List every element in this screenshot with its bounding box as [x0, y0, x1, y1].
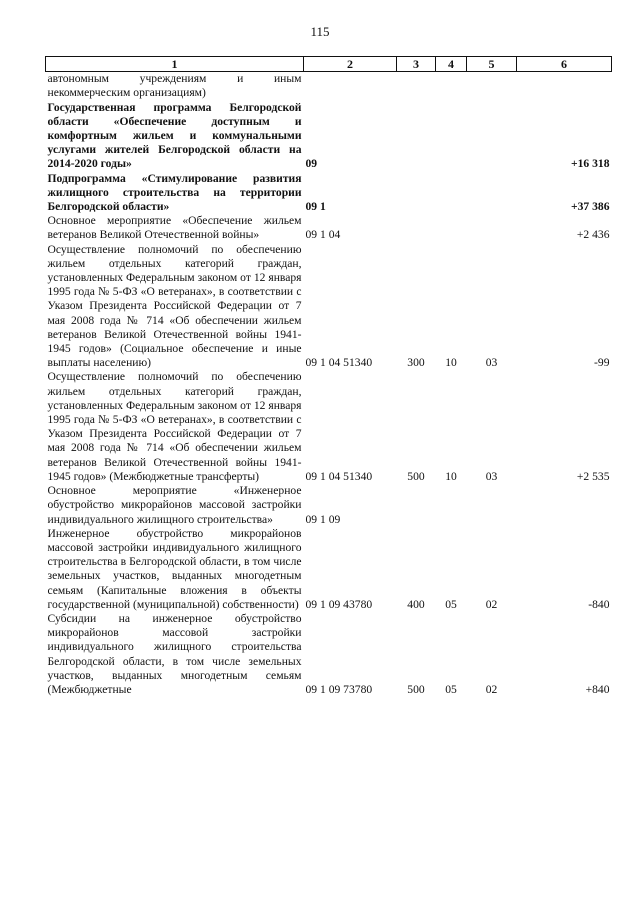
row-vr	[397, 172, 436, 215]
row-vr	[397, 101, 436, 172]
header-col-6: 6	[517, 57, 612, 72]
row-code	[304, 72, 397, 101]
row-description: Осуществление полномочий по обеспечению жильем отдельных категорий граждан, установленных Федеральным законом от 12 января 1995 года № 5-ФЗ «О ветеранах», в соответствии с Указом Президента Российской Федерации от 7 мая 2008 года № 714 «Об обеспечении жильем ветеранов Великой Отечественной войны 1941-1945 годов» (Межбюджетные трансферты)	[47, 370, 302, 483]
row-code: 09	[305, 157, 318, 171]
row-rz	[436, 172, 467, 215]
row-rz: 10	[445, 356, 457, 370]
row-pr	[467, 172, 517, 215]
table-row	[46, 527, 612, 612]
row-code: 09 1 09 43780	[305, 597, 373, 611]
row-code: 09 1	[305, 200, 326, 214]
row-vr: 500	[407, 469, 425, 483]
header-col-4: 4	[436, 57, 467, 72]
row-amount: +37 386	[571, 200, 610, 214]
row-pr	[467, 214, 517, 242]
table-row	[46, 484, 612, 527]
row-rz	[436, 72, 467, 101]
row-code: 09 1 09	[305, 512, 341, 526]
row-description: Инженерное обустройство микрорайонов массовой застройки индивидуального жилищного строительства в Белгородской области, в том числе земельных участков, выданных многодетным семьям (Капитальные вложения в объекты государственной (муниципальной) собственности)	[47, 526, 302, 611]
row-description: Государственная программа Белгородской области «Обеспечение доступным и комфортным жильем и коммунальными услугами жителей Белгородской области на 2014-2020 годы»	[47, 100, 302, 171]
budget-table	[45, 56, 612, 697]
table-row	[46, 370, 612, 484]
row-vr: 500	[407, 682, 425, 696]
header-col-3: 3	[397, 57, 436, 72]
row-code: 09 1 04 51340	[305, 469, 373, 483]
row-pr	[467, 101, 517, 172]
row-code: 09 1 09 73780	[305, 682, 373, 696]
row-amount	[517, 72, 612, 101]
row-description: автономным учреждениям и иным некоммерческим организациям)	[47, 72, 302, 100]
row-amount: +2 436	[576, 228, 610, 242]
row-description: Субсидии на инженерное обустройство микрорайонов массовой застройки индивидуального жилищного строительства Белгородской области, в том числе земельных участков, выданных многодетным семьям (Межбюджетные	[47, 611, 302, 696]
row-vr	[397, 214, 436, 242]
row-code: 09 1 04 51340	[305, 356, 373, 370]
row-amount: -840	[588, 597, 610, 611]
page-number: 115	[310, 24, 330, 39]
row-pr: 02	[485, 682, 498, 696]
row-amount: +16 318	[571, 157, 610, 171]
row-amount: +840	[585, 682, 610, 696]
row-vr	[397, 484, 436, 527]
row-description: Подпрограмма «Стимулирование развития жилищного строительства на территории Белгородской области»	[47, 171, 302, 214]
row-amount	[517, 484, 612, 527]
row-code: 09 1 04	[305, 228, 341, 242]
row-description: Основное мероприятие «Инженерное обустройство микрорайонов массовой застройки индивидуального жилищного строительства»	[47, 484, 302, 526]
row-vr	[397, 72, 436, 101]
row-pr	[467, 72, 517, 101]
row-pr: 03	[485, 469, 498, 483]
row-rz: 05	[445, 682, 457, 696]
row-amount: +2 535	[576, 469, 610, 483]
row-amount: -99	[594, 356, 610, 370]
row-description: Осуществление полномочий по обеспечению жильем отдельных категорий граждан, установленных Федеральным законом от 12 января 1995 года № 5-ФЗ «О ветеранах», в соответствии с Указом Президента Российской Федерации от 7 мая 2008 года № 714 «Об обеспечении жильем ветеранов Великой Отечественной войны 1941-1945 годов» (Социальное обеспечение и иные выплаты населению)	[47, 242, 302, 370]
header-col-2: 2	[304, 57, 397, 72]
row-rz: 05	[445, 597, 457, 611]
row-pr: 03	[485, 356, 498, 370]
row-rz	[436, 214, 467, 242]
header-row	[46, 57, 612, 72]
table-row	[46, 243, 612, 371]
row-rz: 10	[445, 469, 457, 483]
row-vr: 300	[407, 356, 425, 370]
row-rz	[436, 484, 467, 527]
header-col-1: 1	[46, 57, 304, 72]
table-row	[46, 172, 612, 215]
row-pr: 02	[485, 597, 498, 611]
table-body	[46, 72, 612, 697]
table-row	[46, 214, 612, 242]
table-header	[46, 57, 612, 72]
row-pr	[467, 484, 517, 527]
table-row	[46, 72, 612, 101]
table-row	[46, 612, 612, 697]
row-vr: 400	[407, 597, 425, 611]
table-row	[46, 101, 612, 172]
row-rz	[436, 101, 467, 172]
header-col-5: 5	[467, 57, 517, 72]
row-description: Основное мероприятие «Обеспечение жильем ветеранов Великой Отечественной войны»	[47, 214, 302, 242]
